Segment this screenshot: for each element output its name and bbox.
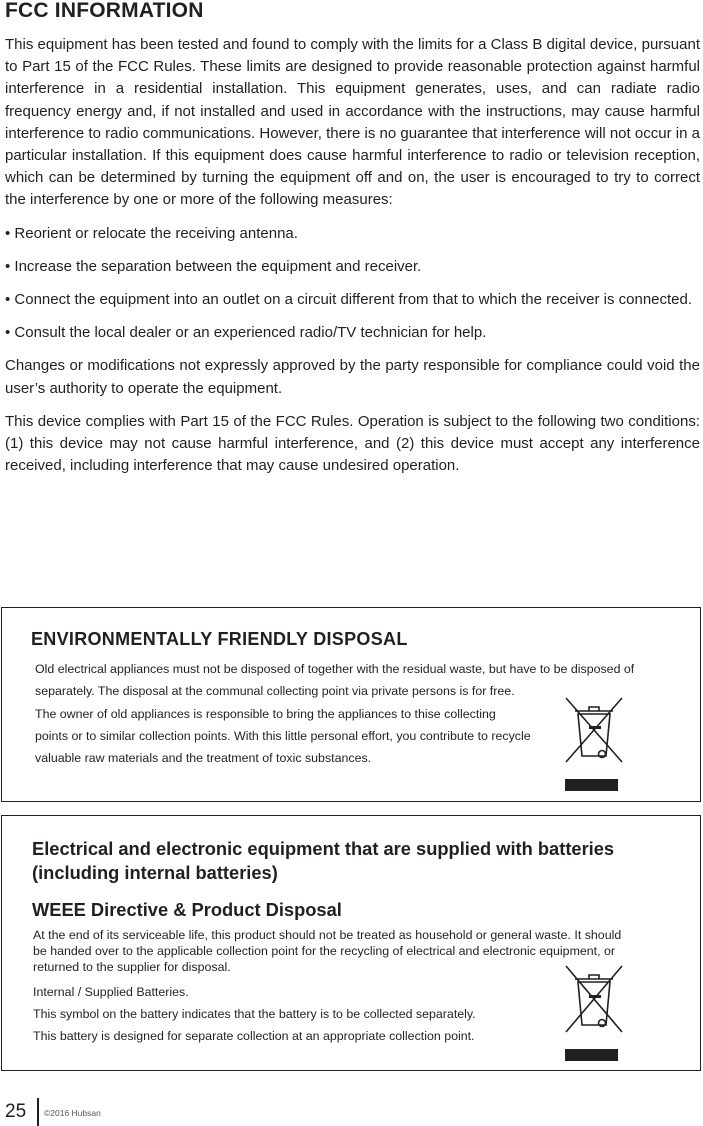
env-line: valuable raw materials and the treatment of toxic substances. (35, 751, 372, 766)
weee-line: This battery is designed for separate collection at an appropriate collection point. (33, 1029, 475, 1043)
weee-box (1, 815, 701, 1071)
env-line: separately. The disposal at the communal collecting point via private persons is for free. (35, 684, 515, 699)
env-line: points or to similar collection points. With this little personal effort, you contribute to recycle (35, 728, 531, 743)
weee-battery-heading (32, 837, 614, 885)
fcc-title: FCC INFORMATION (5, 0, 204, 22)
bin-bar (565, 779, 618, 791)
bin-bar (565, 1049, 618, 1061)
weee-line: At the end of its serviceable life, this product should not be treated as household or general waste. It should (33, 928, 622, 942)
crossed-out-bin-icon (564, 696, 624, 766)
fcc-changes-paragraph: Changes or modifications not expressly approved by the party responsible for compliance could void the user’s authority to operate the equipment. (5, 357, 700, 397)
fcc-part15-paragraph: This device complies with Part 15 of the FCC Rules. Operation is subject to the following two conditions: (1) this device may not cause harmful interference, and (2) this device must accept any interference received, including interference that may cause undesired operation. (5, 412, 700, 475)
footer-divider (37, 1098, 39, 1126)
weee-line: returned to the supplier for disposal. (33, 960, 231, 974)
env-disposal-title: ENVIRONMENTALLY FRIENDLY DISPOSAL (31, 629, 408, 649)
fcc-measure-separation: • Increase the separation between the equipment and receiver. (5, 257, 422, 275)
weee-heading-line: Electrical and electronic equipment that are supplied with batteries (32, 838, 615, 859)
weee-batteries-label: Internal / Supplied Batteries. (33, 985, 189, 999)
fcc-intro-paragraph: This equipment has been tested and found to comply with the limits for a Class B digital device, pursuant to Part 15 of the FCC Rules. These limits are designed to provide reasonable protection against harmful interference in a residential installation. This equipment generates, uses, and can radiate radio frequency energy and, if not installed and used in accordance with the instructions, may cause harmful interference to radio communications. However, there is no guarantee that interference will not occur in a particular installation. If this equipment does cause harmful interference to radio or television reception, which can be determined by turning the equipment off and on, the user is encouraged to try to correct the interference by one or more of the following measures: (5, 36, 700, 209)
fcc-measure-reorient: • Reorient or relocate the receiving antenna. (5, 224, 298, 242)
copyright-notice: ©2016 Hubsan (44, 1108, 101, 1118)
crossed-out-bin-icon (564, 964, 624, 1036)
weee-line: This symbol on the battery indicates that the battery is to be collected separately. (33, 1007, 476, 1021)
env-disposal-box (1, 607, 701, 802)
fcc-measure-outlet: • Connect the equipment into an outlet on a circuit different from that to which the receiver is connected. (5, 291, 693, 309)
env-line: The owner of old appliances is responsible to bring the appliances to thise collecting (35, 706, 496, 721)
weee-line: be handed over to the applicable collection point for the recycling of electrical and electronic equipment, or (33, 944, 616, 958)
env-line: Old electrical appliances must not be disposed of together with the residual waste, but have to be disposed of (35, 662, 635, 676)
page-number: 25 (5, 1101, 27, 1122)
fcc-body (5, 34, 700, 488)
weee-heading-line: (including internal batteries) (32, 862, 278, 883)
fcc-measure-consult: • Consult the local dealer or an experienced radio/TV technician for help. (5, 324, 487, 342)
weee-directive-title: WEEE Directive & Product Disposal (32, 899, 342, 920)
